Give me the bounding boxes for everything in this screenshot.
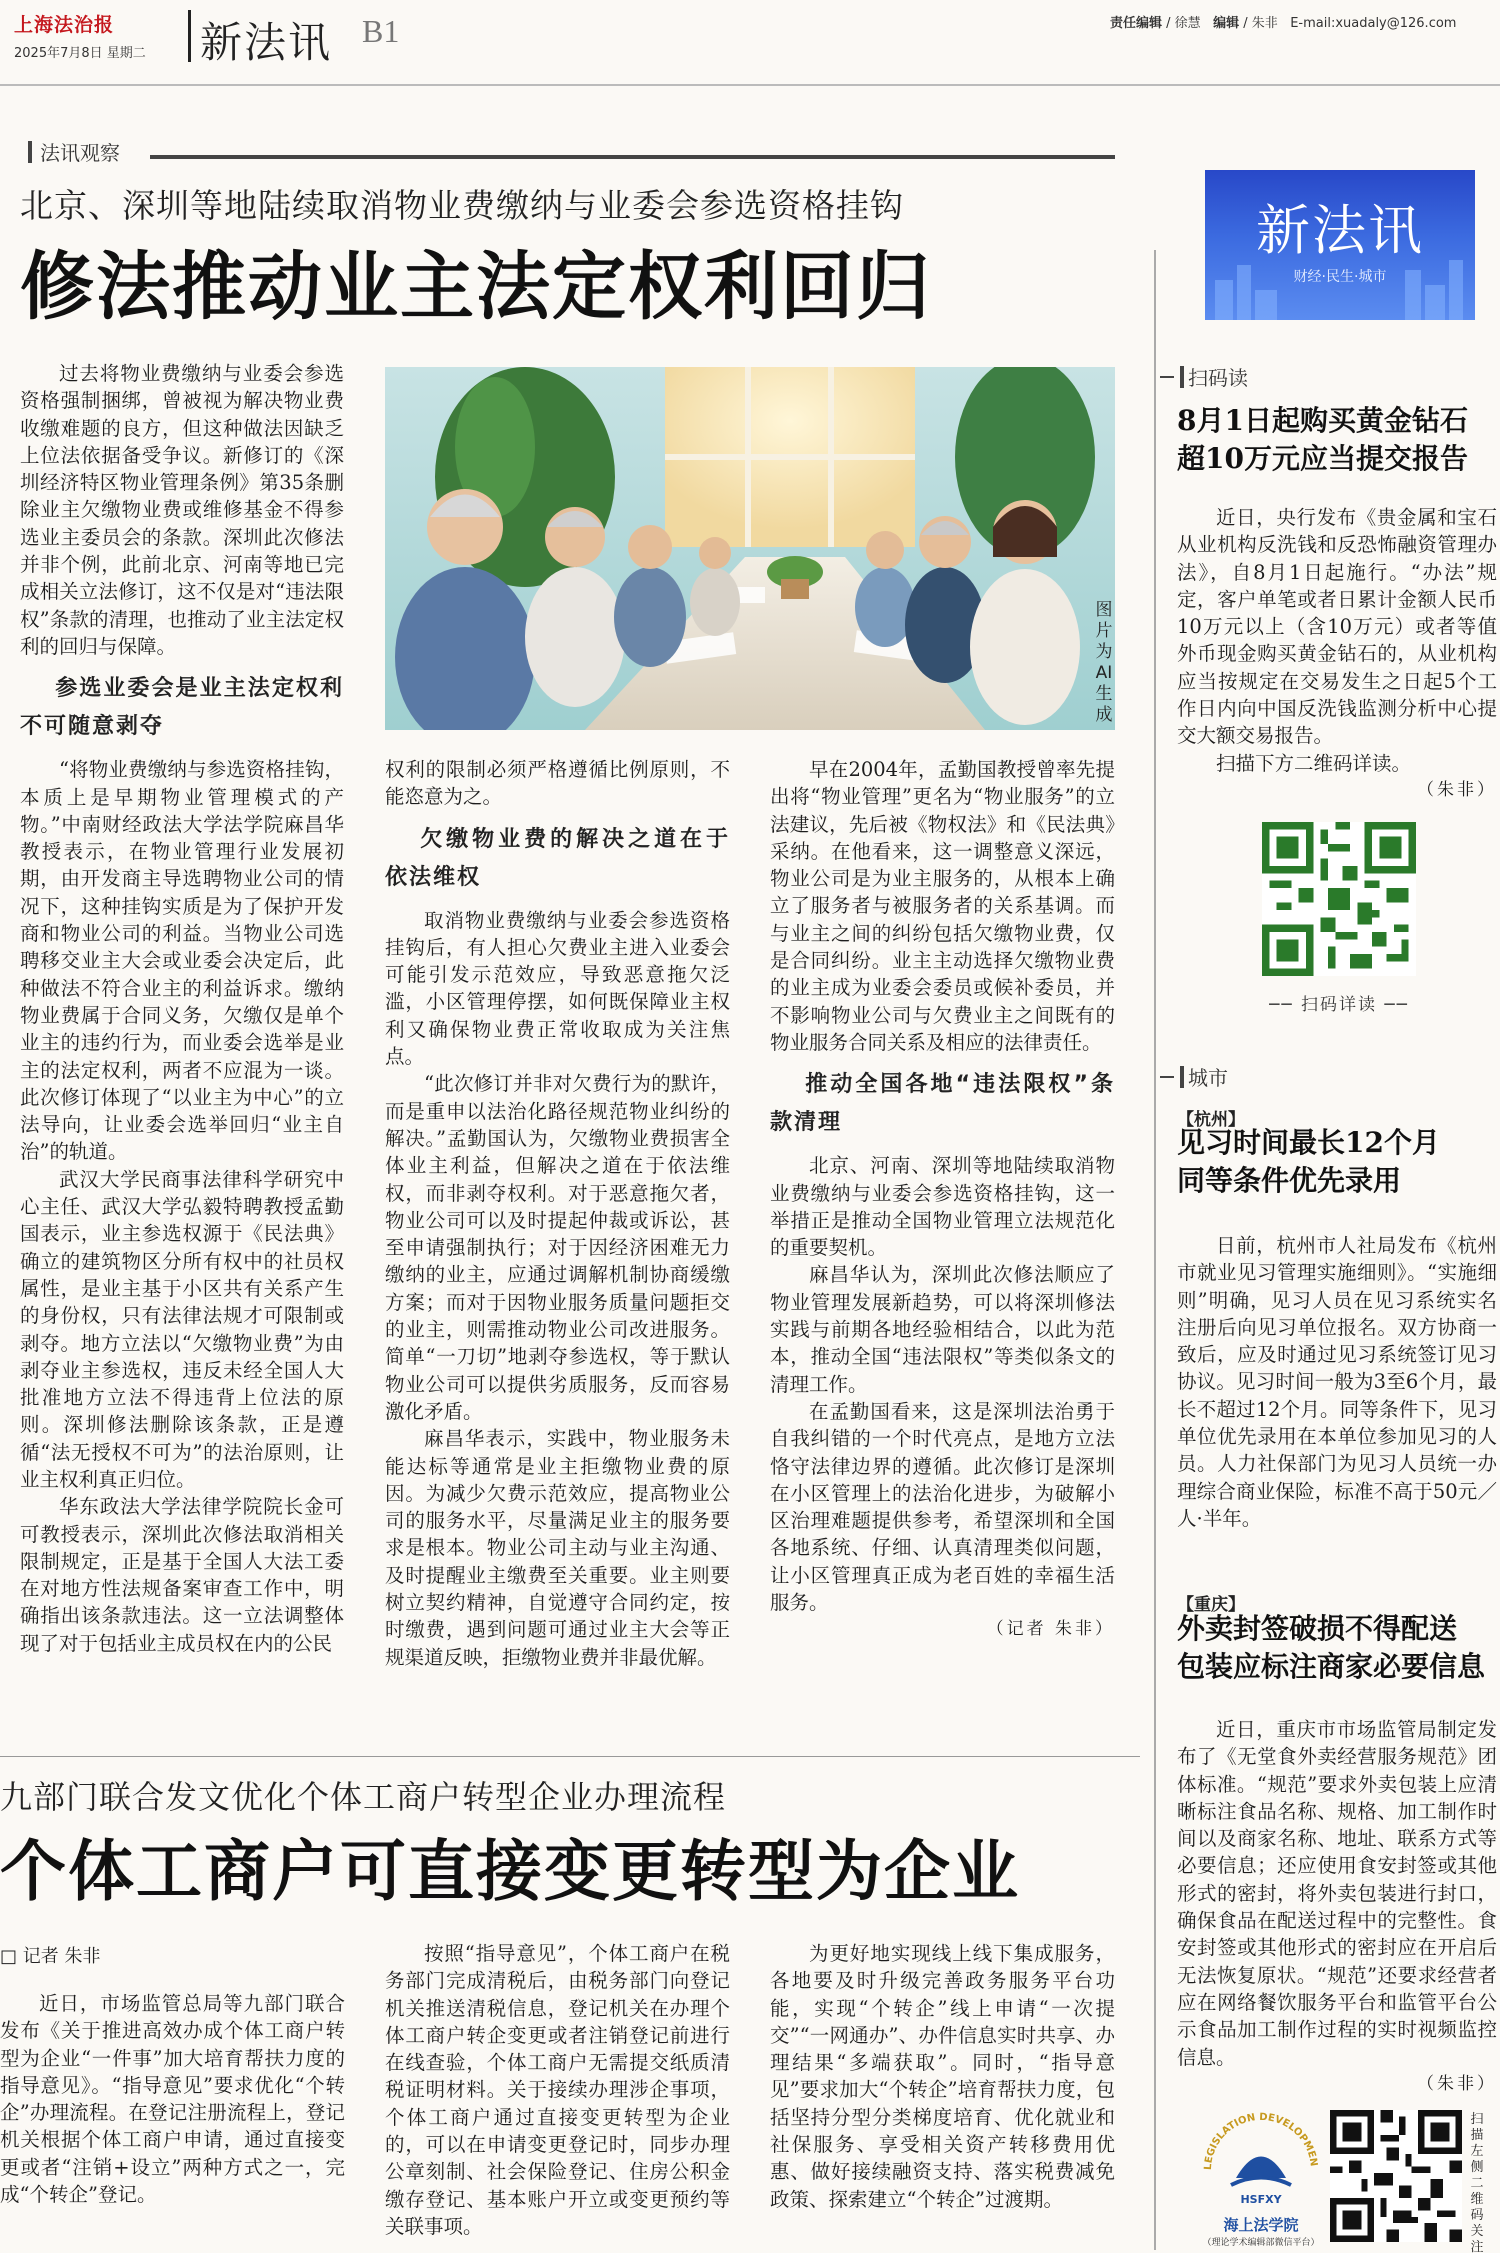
second-column-1	[0, 1990, 345, 2208]
lead-crosshead-3: 推动全国各地“违法限权”条款清理	[770, 1072, 1115, 1136]
second-byline: □ 记者 朱非	[0, 1946, 101, 1967]
hsfxy-emblem-icon	[1196, 2100, 1326, 2210]
sidebar-tag-city: 城市	[1160, 1062, 1228, 1091]
column-tag: 法讯观察	[28, 137, 120, 166]
page-number: B1	[362, 13, 400, 49]
story1-headline-line2: 超10万元应当提交报告	[1177, 442, 1468, 475]
logo-abbr: HSFXY	[1240, 2193, 1282, 2206]
header-divider	[188, 10, 191, 62]
logo-sub: （理论学术编辑部微信平台）	[1202, 2238, 1320, 2248]
issue-date: 2025年7月8日 星期二	[14, 46, 146, 61]
scan-qr-code[interactable]	[1262, 822, 1416, 976]
second-column-2	[385, 1940, 730, 2240]
story3-headline-line2: 包装应标注商家必要信息	[1177, 1650, 1486, 1683]
editor-credits: 责任编辑 / 徐慧 编辑 / 朱非 E-mail:xuadaly@126.com	[1110, 16, 1457, 31]
editor2-name: 朱非	[1251, 16, 1278, 31]
paragraph: 近日，央行发布《贵金属和宝石从业机构反洗钱和反恐怖融资管理办法》，自8月1日起施行。“办法”规定，客户单笔或者日累计金额人民币10万元以上（含10万元）或者等值外币现金购买黄金钻石的，从业机构应当按规定在交易发生之日起5个工作日内向中国反洗钱监测分析中心提交大额交易报告。	[1177, 506, 1497, 748]
lead-crosshead-1: 参选业委会是业主法定权利不可随意剥夺	[20, 676, 344, 740]
promo-banner	[1205, 170, 1475, 320]
editor2-label: 编辑	[1213, 16, 1240, 31]
editor-name: 徐慧	[1174, 16, 1201, 31]
story3-place: 【重庆】	[1177, 1595, 1245, 1615]
story3-headline-line1: 外卖封签破损不得配送	[1177, 1612, 1458, 1645]
story2-place: 【杭州】	[1177, 1110, 1245, 1130]
paragraph: 早在2004年，孟勤国教授曾率先提出将“物业管理”更名为“物业服务”的立法建议，先后被《物权法》和《民法典》采纳。在他看来，这一调整意义深远，物业公司是为业主服务的，从根本上确立了服务者与被服务者的关系基调。而与业主之间的纠纷包括欠缴物业费，仅是合同纠纷。业主主动选择欠缴物业费的业主成为业委会委员或候补委员，并不影响物业公司与欠费业主之间既有的物业服务合同关系及相应的法律责任。	[770, 758, 1115, 1054]
story2-body	[1177, 1232, 1497, 1532]
paragraph: 近日，市场监管总局等九部门联合发布《关于推进高效办成个体工商户转型为企业“一件事”加大培育帮扶力度的指导意见》。“指导意见”要求优化“个转企”办理流程。在登记注册流程上，登记机关根据个体工商户申请，通过直接变更或者“注销+设立”两种方式之一，完成“个转企”登记。	[0, 1992, 345, 2207]
lead-column-1	[20, 360, 344, 1657]
sidebar-divider	[1154, 250, 1156, 2250]
wechat-qr-code[interactable]	[1330, 2110, 1462, 2242]
lead-column-2	[385, 756, 730, 1671]
second-headline: 个体工商户可直接变更转型为企业	[0, 1832, 1020, 1910]
promo-title: 新法讯	[1256, 199, 1424, 262]
editor-label: 责任编辑	[1110, 16, 1163, 31]
story3-signature: （朱非）	[1417, 2073, 1497, 2094]
lead-headline: 修法推动业主法定权利回归	[20, 244, 932, 330]
story3-body	[1177, 1716, 1497, 2098]
paragraph: 麻昌华认为，深圳此次修法顺应了物业管理发展新趋势，可以将深圳修法实践与前期各地经验相结合，以此为范本，推动全国“违法限权”等类似条文的清理工作。	[770, 1263, 1115, 1396]
paragraph: 近日，重庆市市场监管局制定发布了《无堂食外卖经营服务规范》团体标准。“规范”要求外卖包装上应清晰标注食品名称、规格、加工制作时间以及商家名称、地址、联系方式等必要信息；还应使用食安封签或其他形式的密封，将外卖包装进行封口，确保食品在配送过程中的完整性。食安封签或其他形式的密封应在开启后无法恢复原状。“规范”还要求经营者应在网络餐饮服务平台和监管平台公示食品加工制作过程的实时视频监控信息。	[1177, 1718, 1497, 2069]
second-column-3	[770, 1940, 1115, 2213]
photo-note: 图片为AI生成	[1095, 600, 1113, 725]
paragraph: 取消物业费缴纳与业委会参选资格挂钩后，有人担心欠费业主进入业委会可能引发示范效应，导致恶意拖欠泛滥，小区管理停摆，如何既保障业主权利又确保物业费正常收取成为关注焦点。	[385, 908, 730, 1069]
paragraph: “此次修订并非对欠费行为的默许，而是重申以法治化路径规范物业纠纷的解决。”孟勤国认为，欠缴物业费损害全体业主利益，但解决之道在于依法维权，而非剥夺权利。对于恶意拖欠者，物业公司可以及时提起仲裁或诉讼，甚至申请强制执行；对于因经济困难无力缴纳的业主，应通过调解机制协商缓缴方案；而对于因物业服务质量问题拒交的业主，则需推动物业公司改进服务。简单“一刀切”地剥夺参选权，等于默认物业公司可以提供劣质服务，反而容易激化矛盾。	[385, 1072, 730, 1423]
sidebar-tag-scan: 扫码读	[1160, 362, 1248, 391]
law-school-logo	[1196, 2100, 1326, 2250]
section-title: 新法讯	[200, 18, 333, 67]
story2-headline-line1: 见习时间最长12个月	[1177, 1126, 1440, 1159]
editor-email: E-mail:xuadaly@126.com	[1290, 16, 1457, 31]
qr-caption: ── 扫码详读 ──	[1269, 995, 1409, 1015]
story1-signature: （朱非）	[1417, 779, 1497, 800]
masthead-logo: 上海法治报	[14, 14, 115, 36]
meeting-illustration	[385, 367, 1115, 730]
paragraph: 按照“指导意见”，个体工商户在税务部门完成清税后，由税务部门向登记机关推送清税信息，登记机关在办理个体工商户转企变更或者注销登记前进行在线查验，个体工商户无需提交纸质清税证明材料。关于接续办理涉企事项，个体工商户通过直接变更转型为企业的，可以在申请变更登记时，同步办理公章刻制、社会保险登记、住房公积金缴存登记、基本账户开立或变更预约等关联事项。	[385, 1942, 730, 2238]
qr-note: 扫描左侧二维码关注	[1470, 2112, 1484, 2253]
second-subhead: 九部门联合发文优化个体工商户转型企业办理流程	[0, 1778, 727, 1816]
lead-column-3	[770, 756, 1115, 1644]
paragraph: “将物业费缴纳与参选资格挂钩，本质上是早期物业管理模式的产物。”中南财经政法大学法学院麻昌华教授表示，在物业管理行业发展初期，由开发商主导选聘物业公司的情况下，这种挂钩实质是为了保护开发商和物业公司的利益。当物业公司选聘移交业主大会或业委会决定后，此种做法不符合业主的利益诉求。缴纳物业费属于合同义务，欠缴仅是单个业主的违约行为，而业委会选举是业主的法定权利，两者不应混为一谈。此次修订体现了“以业主为中心”的立法导向，让业委会选举回归“业主自治”的轨道。	[20, 758, 344, 1164]
paragraph: 武汉大学民商事法律科学研究中心主任、武汉大学弘毅特聘教授孟勤国表示，业主参选权源于《民法典》确立的建筑物区分所有权中的社员权属性，是业主基于小区共有关系产生的身份权，只有法律法规才可限制或剥夺。地方立法以“欠缴物业费”为由剥夺业主参选权，违反未经全国人大批准地方立法不得违背上位法的原则。深圳修法删除该条款，正是遵循“法无授权不可为”的法治原则，让业主权利真正归位。	[20, 1167, 344, 1491]
paragraph: 北京、河南、深圳等地陆续取消物业费缴纳与业委会参选资格挂钩，这一举措正是推动全国物业管理立法规范化的重要契机。	[770, 1154, 1115, 1260]
paragraph: 为更好地实现线上线下集成服务，各地要及时升级完善政务服务平台功能，实现“个转企”线上申请“一次提交”“一网通办”、办件信息实时共享、办理结果“多端获取”。同时，“指导意见”要求加大“个转企”培育帮扶力度，包括坚持分型分类梯度培育、优化就业和社保服务、享受相关资产转移费用优惠、做好接续融资支持、落实税费减免政策、探索建立“个转企”过渡期。	[770, 1942, 1115, 2211]
paragraph: 权利的限制必须严格遵循比例原则，不能恣意为之。	[385, 758, 730, 809]
meeting-illustration-image	[385, 367, 1115, 730]
paragraph: 扫描下方二维码详读。	[1216, 751, 1412, 775]
lead-signature: （记者 朱非）	[986, 1619, 1115, 1640]
paragraph: 麻昌华表示，实践中，物业服务未能达标等通常是业主拒缴物业费的原因。为减少欠费示范效应，提高物业公司的服务水平，尽量满足业主的服务要求是根本。物业公司主动与业主沟通、及时提醒业主缴费至关重要。业主则要树立契约精神，自觉遵守合同约定，按时缴费，遇到问题可通过业主大会等正规渠道反映，拒缴物业费并非最优解。	[385, 1427, 730, 1669]
column-tag-rule	[150, 155, 1115, 159]
lead-crosshead-2: 欠缴物业费的解决之道在于依法维权	[385, 826, 730, 890]
logo-name: 海上法学院	[1223, 2216, 1299, 2234]
story1-body	[1177, 504, 1497, 804]
qr-code-icon	[1262, 822, 1416, 976]
logo-ring-text: LEGISLATION DEVELOPMEN	[1202, 2111, 1319, 2171]
paragraph: 华东政法大学法律学院院长金可可教授表示，深圳此次修法取消相关限制规定，正是基于全国人大法工委在对地方性法规备案审查工作中，明确指出该条款违法。这一立法调整体现了对于包括业主成员权在内的公民	[20, 1495, 344, 1655]
story2-headline-line2: 同等条件优先录用	[1177, 1164, 1402, 1197]
qr-code-icon	[1330, 2110, 1462, 2242]
promo-subtitle: 财经·民生·城市	[1293, 269, 1387, 285]
header-rule	[0, 84, 1500, 86]
lead-subhead: 北京、深圳等地陆续取消物业费缴纳与业委会参选资格挂钩	[20, 186, 904, 225]
paragraph: 日前，杭州市人社局发布《杭州市就业见习管理实施细则》。“实施细则”明确，见习人员在见习系统实名注册后向见习单位报名。双方协商一致后，应及时通过见习系统签订见习协议。见习时间一般为3至6个月，最长不超过12个月。同等条件下，见习单位优先录用在本单位参加见习的人员。人力社保部门为见习人员统一办理综合商业保险，标准不高于50元／人·半年。	[1177, 1234, 1497, 1530]
paragraph: 过去将物业费缴纳与业委会参选资格强制捆绑，曾被视为解决物业费收缴难题的良方，但这种做法因缺乏上位法依据备受争议。新修订的《深圳经济特区物业管理条例》第35条删除业主欠缴物业费或维修基金不得参选业主委员会的条款。深圳此次修法并非个例，此前北京、河南等地已完成相关立法修订，这不仅是对“违法限权”条款的清理，也推动了业主法定权利的回归与保障。	[20, 362, 344, 658]
story1-headline-line1: 8月1日起购买黄金钻石	[1177, 404, 1468, 437]
paragraph: 在孟勤国看来，这是深圳法治勇于自我纠错的一个时代亮点，是地方立法恪守法律边界的遵循。此次修订是深圳在小区管理上的法治化进步，为破解小区治理难题提供参考，希望深圳和全国各地系统、仔细、认真清理类似问题，让小区管理真正成为老百姓的幸福生活服务。	[770, 1399, 1115, 1615]
story-divider	[0, 1756, 1140, 1757]
